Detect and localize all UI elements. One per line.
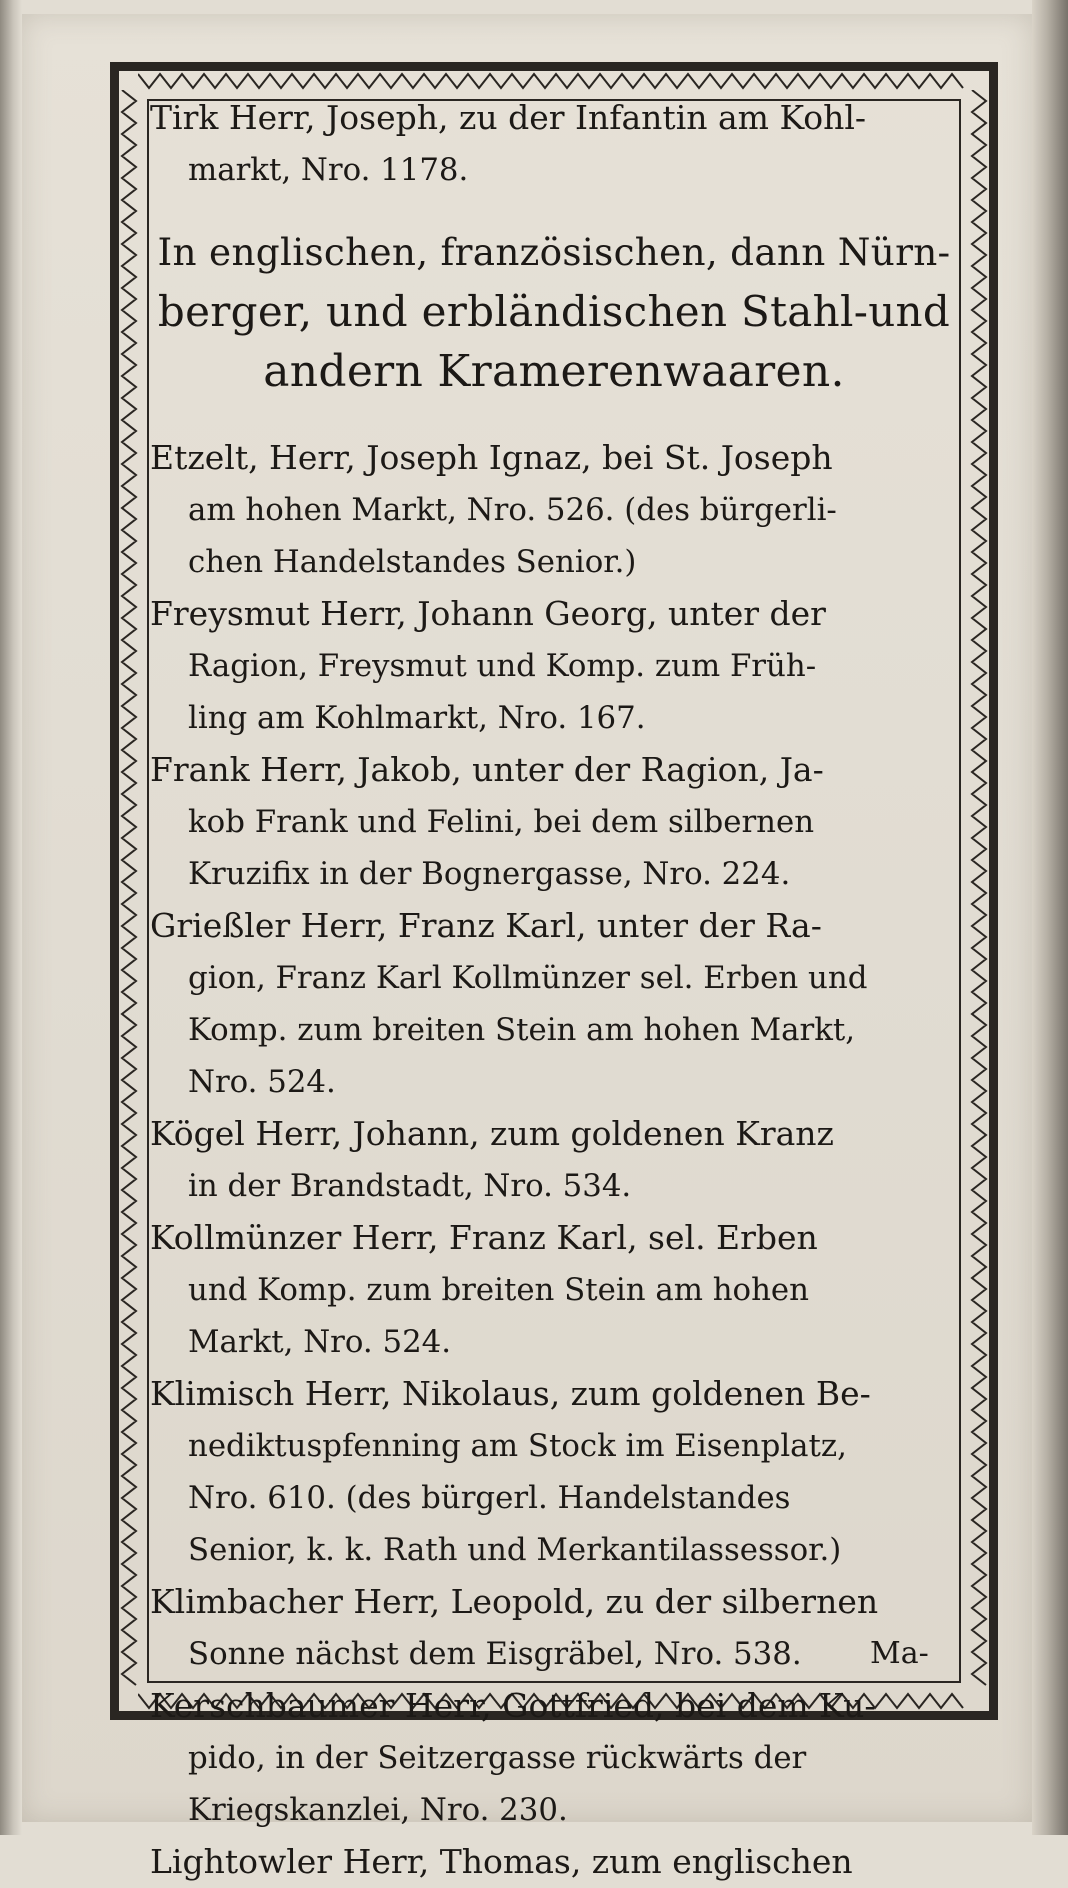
entry-line: Kögel Herr, Johann, zum goldenen Kranz xyxy=(150,1114,834,1153)
directory-entry xyxy=(150,744,958,900)
section-heading xyxy=(150,222,958,402)
entry-line: kob Frank und Felini, bei dem silbernen xyxy=(188,804,815,840)
entry-line: pido, in der Seitzergasse rückwärts der xyxy=(188,1740,807,1776)
heading-line: andern Kramerenwaaren. xyxy=(263,346,845,397)
entry-line: Grießler Herr, Franz Karl, unter der Ra- xyxy=(150,906,822,945)
directory-entry xyxy=(150,1836,958,1888)
entry-line: am hohen Markt, Nro. 526. (des bürgerli- xyxy=(188,492,837,528)
directory-entry xyxy=(150,588,958,744)
page-text xyxy=(150,92,958,1888)
entry-line: Senior, k. k. Rath und Merkantilassessor.) xyxy=(188,1532,842,1568)
directory-entry xyxy=(150,1212,958,1368)
entry-line: und Komp. zum breiten Stein am hohen xyxy=(188,1272,809,1308)
directory-entries xyxy=(150,432,958,1888)
zigzag-ornament-left xyxy=(120,90,138,1692)
entry-line: Komp. zum breiten Stein am hohen Markt, xyxy=(188,1012,856,1048)
entry-line: ling am Kohlmarkt, Nro. 167. xyxy=(188,700,646,736)
entry-line: Kruzifix in der Bognergasse, Nro. 224. xyxy=(188,856,791,892)
zigzag-ornament-right xyxy=(970,90,988,1692)
entry-line: Kriegskanzlei, Nro. 230. xyxy=(188,1792,568,1828)
entry-line: Ragion, Freysmut und Komp. zum Früh- xyxy=(188,648,817,684)
directory-entry xyxy=(150,1680,958,1836)
entry-line: Nro. 524. xyxy=(188,1064,336,1100)
entry-line: Kollmünzer Herr, Franz Karl, sel. Erben xyxy=(150,1218,818,1257)
directory-entry xyxy=(150,1368,958,1576)
heading-line: In englischen, französischen, dann Nürn- xyxy=(157,230,951,274)
entry-line: gion, Franz Karl Kollmünzer sel. Erben und xyxy=(188,960,868,996)
entry-line: in der Brandstadt, Nro. 534. xyxy=(188,1168,632,1204)
page-edge-right xyxy=(1032,0,1068,1835)
entry-line: Kerschbaumer Herr, Gottfried, bei dem Ku- xyxy=(150,1686,876,1725)
entry-line: Sonne nächst dem Eisgräbel, Nro. 538. xyxy=(188,1636,802,1672)
entry-line: markt, Nro. 1178. xyxy=(188,152,469,188)
entry-line: Klimbacher Herr, Leopold, zu der silbernen xyxy=(150,1582,879,1621)
directory-entry xyxy=(150,1576,958,1680)
entry-line: Markt, Nro. 524. xyxy=(188,1324,452,1360)
heading-line: berger, und erbländischen Stahl-und xyxy=(157,287,951,336)
entry-line: Etzelt, Herr, Joseph Ignaz, bei St. Joseph xyxy=(150,438,833,477)
entry-line: Lightowler Herr, Thomas, zum englischen xyxy=(150,1842,853,1881)
zigzag-ornament-top xyxy=(138,72,970,90)
entry-line: Freysmut Herr, Johann Georg, unter der xyxy=(150,594,826,633)
entry-line: Klimisch Herr, Nikolaus, zum goldenen Be- xyxy=(150,1374,871,1413)
catchword: Ma- xyxy=(870,1636,929,1671)
entry-line: Frank Herr, Jakob, unter der Ragion, Ja- xyxy=(150,750,824,789)
directory-entry xyxy=(150,432,958,588)
entry-line: Tirk Herr, Joseph, zu der Infantin am Kohl- xyxy=(150,98,867,137)
entry-line: nediktuspfenning am Stock im Eisenplatz, xyxy=(188,1428,847,1464)
entry-line: Nro. 610. (des bürgerl. Handelstandes xyxy=(188,1480,791,1516)
directory-entry xyxy=(150,1108,958,1212)
page-gutter-left xyxy=(0,0,22,1835)
entry-line: chen Handelstandes Senior.) xyxy=(188,544,637,580)
directory-entry-first xyxy=(150,92,958,196)
directory-entry xyxy=(150,900,958,1108)
